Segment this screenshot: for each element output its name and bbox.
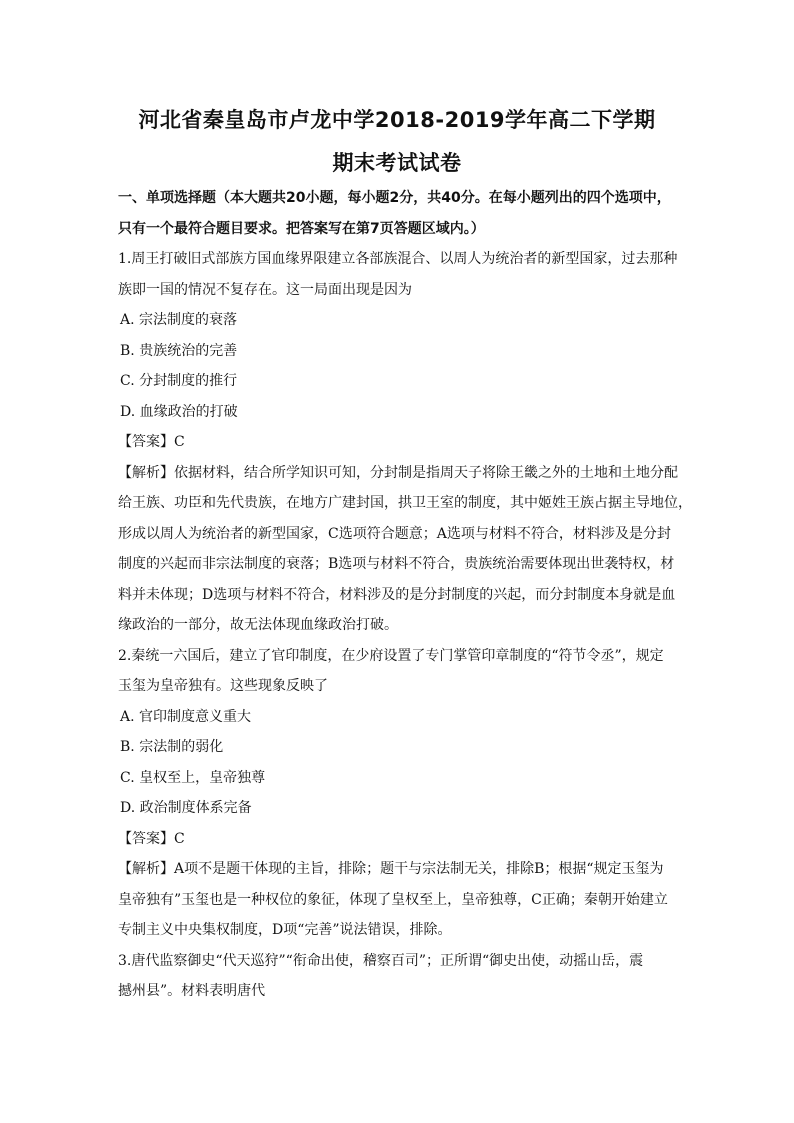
question-3-stem-line-2: 撼州县”。材料表明唐代 <box>118 983 266 999</box>
question-1-option-b: B. 贵族统治的完善 <box>120 342 238 359</box>
question-2-option-c: C. 皇权至上，皇帝独尊 <box>120 769 266 786</box>
question-2-answer: 【答案】C <box>118 830 185 847</box>
section-heading-line-2: 只有一个最符合题目要求。把答案写在第7页答题区域内。） <box>118 220 485 237</box>
question-1-explanation-line-2: 给王族、功臣和先代贵族，在地方广建封国，拱卫王室的制度，其中姬姓王族占据主导地位， <box>118 495 692 511</box>
question-1-stem-line-2: 族即一国的情况不复存在。这一局面出现是因为 <box>118 281 412 298</box>
document-title-line-2: 期末考试试卷 <box>332 151 462 175</box>
question-1-stem-line-1: 1.周王打破旧式部族方国血缘界限建立各部族混合、以周人为统治者的新型国家，过去那种 <box>118 251 678 267</box>
question-2-explanation-line-2: 皇帝独有”玉玺也是一种权位的象征，体现了皇权至上，皇帝独尊，C正确；秦朝开始建立 <box>118 891 668 908</box>
question-2-stem-line-1: 2.秦统一六国后，建立了官印制度，在少府设置了专门掌管印章制度的“符节令丞”，规定 <box>118 647 664 664</box>
question-1-option-c: C. 分封制度的推行 <box>120 373 238 389</box>
question-1-explanation-line-5: 料并未体现；D选项与材料不符合，材料涉及的是分封制度的兴起，而分封制度本身就是血 <box>118 586 676 603</box>
question-2-option-d: D. 政治制度体系完备 <box>120 800 252 816</box>
question-2-option-a: A. 官印制度意义重大 <box>120 708 252 725</box>
question-3-stem-line-1: 3.唐代监察御史“代天巡狩”“衔命出使，稽察百司”；正所谓“御史出使，动摇山岳，震 <box>118 952 644 969</box>
document-body <box>118 183 692 1007</box>
question-1-explanation-line-6: 缘政治的一部分，故无法体现血缘政治打破。 <box>118 617 398 633</box>
question-1-option-d: D. 血缘政治的打破 <box>120 403 238 420</box>
question-2-explanation-line-1: 【解析】A项不是题干体现的主旨，排除；题干与宗法制无关，排除B；根据“规定玉玺为 <box>118 861 664 877</box>
question-1-explanation-line-1: 【解析】依据材料，结合所学知识可知，分封制是指周天子将除王畿之外的土地和土地分配 <box>118 464 678 481</box>
question-1-explanation-line-3: 形成以周人为统治者的新型国家，C选项符合题意；A选项与材料不符合，材料涉及是分封 <box>118 525 671 542</box>
question-1-answer: 【答案】C <box>118 434 185 450</box>
question-1-option-a: A. 宗法制度的衰落 <box>120 312 238 328</box>
question-2-stem-line-2: 玉玺为皇帝独有。这些现象反映了 <box>118 678 328 694</box>
question-1-explanation-line-4: 制度的兴起而非宗法制度的衰落；B选项与材料不符合，贵族统治需要体现出世袭特权，材 <box>118 556 675 572</box>
document-title-line-1: 河北省秦皇岛市卢龙中学2018-2019学年高二下学期 <box>138 108 656 132</box>
section-heading-line-1: 一、单项选择题（本大题共20小题，每小题2分，共40分。在每小题列出的四个选项中， <box>118 190 671 206</box>
question-2-explanation-line-3: 专制主义中央集权制度，D项“完善”说法错误，排除。 <box>118 922 452 938</box>
question-2-option-b: B. 宗法制的弱化 <box>120 739 224 755</box>
